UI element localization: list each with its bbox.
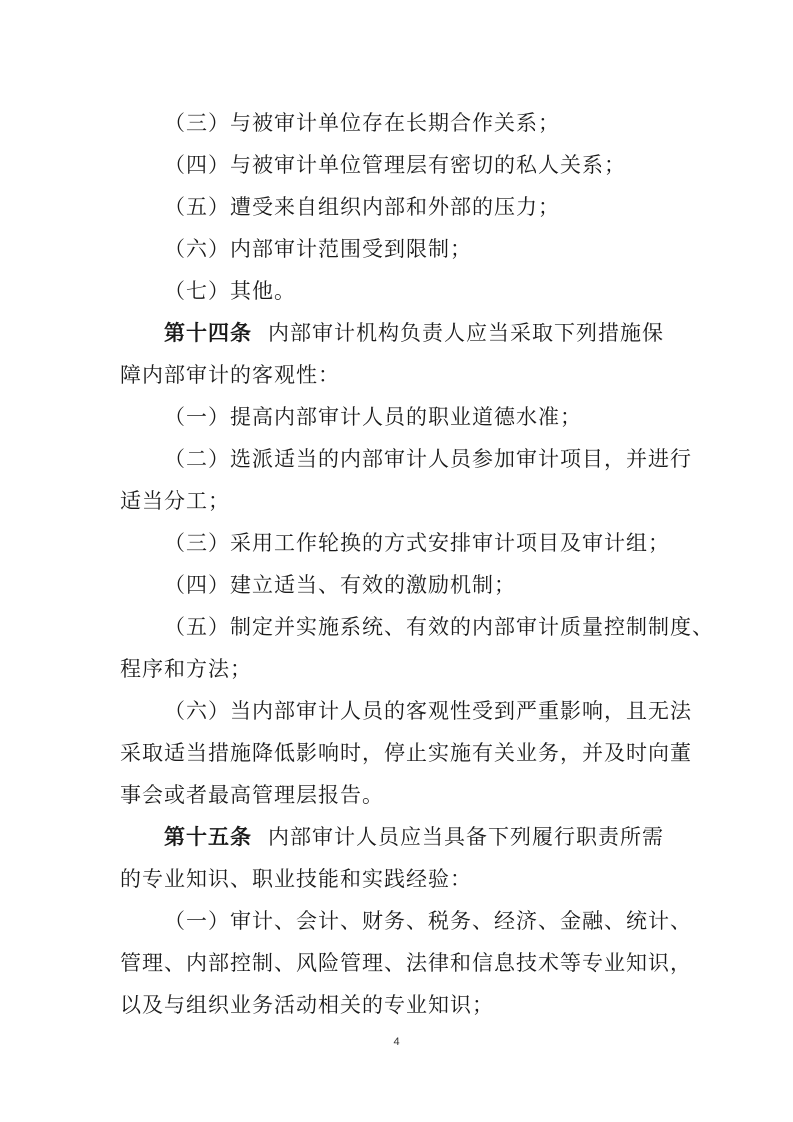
clause-4: （四）与被审计单位管理层有密切的私人关系； xyxy=(164,153,626,177)
article-15-heading: 第十五条 xyxy=(164,824,252,849)
article-14-item-5-cont: 程序和方法； xyxy=(120,657,252,681)
clause-3: （三）与被审计单位存在长期合作关系； xyxy=(164,111,560,135)
article-15-item-1-cont2: 以及与组织业务活动相关的专业知识； xyxy=(120,993,494,1017)
article-14-item-3: （三）采用工作轮换的方式安排审计项目及审计组； xyxy=(164,531,670,555)
article-14-item-6-cont1: 采取适当措施降低影响时，停止实施有关业务，并及时向董 xyxy=(120,741,692,765)
article-14-item-6: （六）当内部审计人员的客观性受到严重影响，且无法 xyxy=(164,699,692,723)
article-14-item-6-cont2: 事会或者最高管理层报告。 xyxy=(120,783,384,807)
article-14-item-2-cont: 适当分工； xyxy=(120,489,230,513)
clause-7: （七）其他。 xyxy=(164,279,296,303)
page-number: 4 xyxy=(393,1036,400,1048)
article-14-first-line xyxy=(120,312,680,354)
article-14-item-5: （五）制定并实施系统、有效的内部审计质量控制制度、 xyxy=(164,615,714,639)
article-14-item-1: （一）提高内部审计人员的职业道德水准； xyxy=(164,405,582,429)
article-15-item-1-cont1: 管理、内部控制、风险管理、法律和信息技术等专业知识， xyxy=(120,951,692,975)
article-14-heading: 第十四条 xyxy=(164,320,252,345)
article-15-first-line xyxy=(120,816,680,858)
article-15-text-line2: 的专业知识、职业技能和实践经验： xyxy=(120,867,472,891)
clause-5: （五）遭受来自组织内部和外部的压力； xyxy=(164,195,560,219)
clause-6: （六）内部审计范围受到限制； xyxy=(164,237,472,261)
article-15-text-line1: 内部审计人员应当具备下列履行职责所需 xyxy=(268,825,664,849)
document-body xyxy=(120,102,714,1026)
article-14-item-2: （二）选派适当的内部审计人员参加审计项目，并进行 xyxy=(164,447,692,471)
article-14-text-line2: 障内部审计的客观性： xyxy=(120,363,340,387)
article-15-item-1: （一）审计、会计、财务、税务、经济、金融、统计、 xyxy=(164,909,692,933)
article-14-text-line1: 内部审计机构负责人应当采取下列措施保 xyxy=(268,321,664,345)
article-14-item-4: （四）建立适当、有效的激励机制； xyxy=(164,573,516,597)
